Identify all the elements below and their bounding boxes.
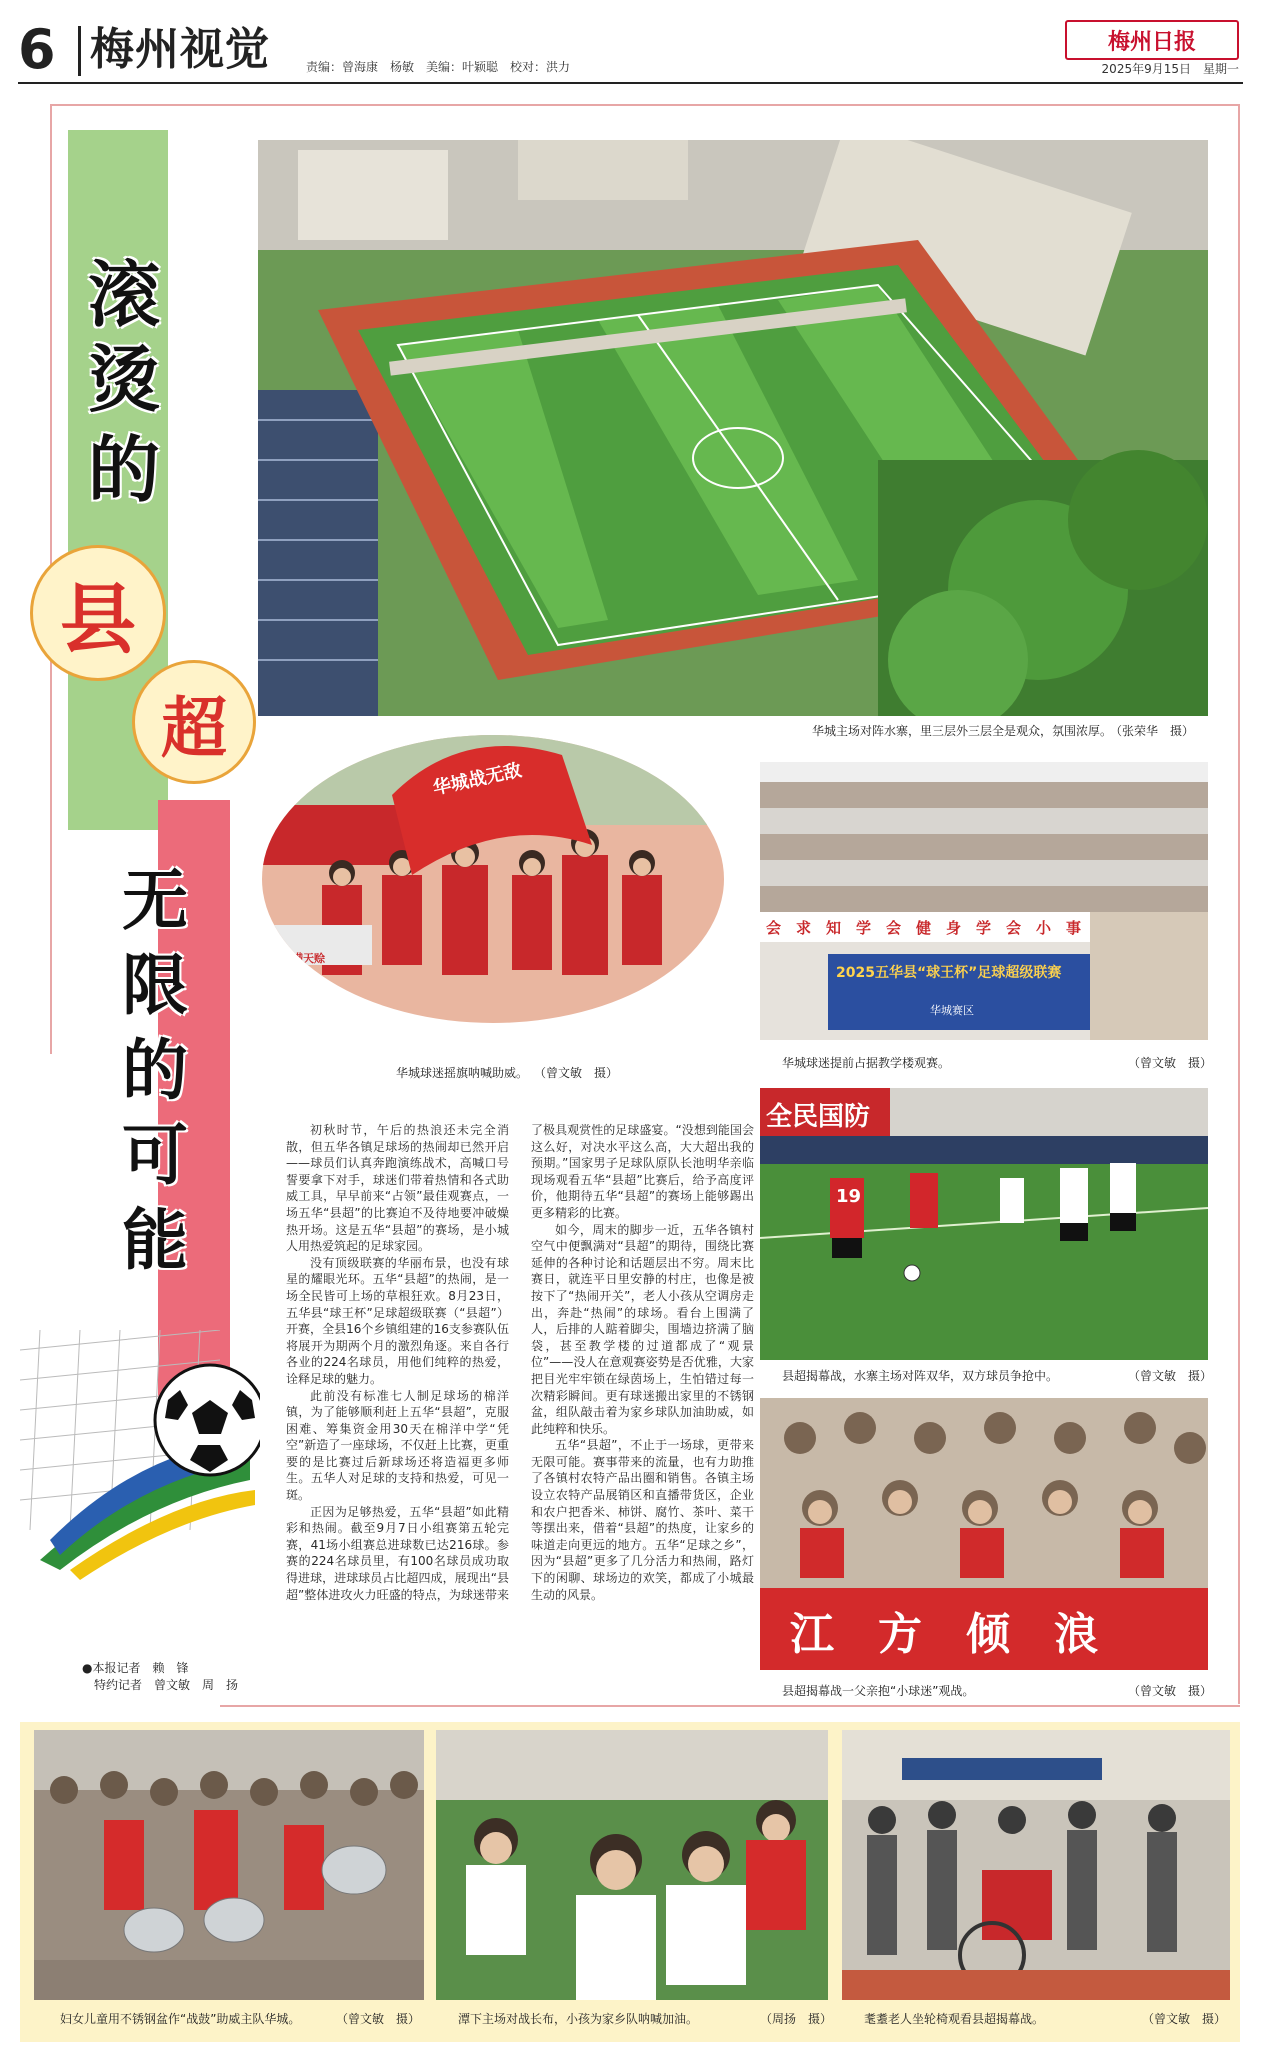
photo-flag-fans [262,735,724,1023]
article-paragraph: 此前没有标准七人制足球场的棉洋镇，为了能够顺利赶上五华“县超”，克服困难、筹集资金用30天在棉洋中学“凭空”新造了一座球场，不仅赶上比赛，更重要的是比赛过后新球场还将造福更多师生。五华人对足球的支持和热爱，可见一斑。 [286,1388,509,1503]
photo-caption: 潭下主场对战长布，小孩为家乡队呐喊加油。 [458,2012,699,2026]
page-number: 6 [18,18,56,81]
league-banner-sub: 华城赛区 [930,1004,974,1017]
title-char: 的 [122,1031,188,1109]
article-paragraph: 五华“县超”，不止于一场球，更带来无限可能。赛事带来的流量，也有力助推了各镇村农特产品出圈和销售。各镇主场设立农特产品展销区和直播带货区，企业和农户把香米、柿饼、腐竹、茶叶、菜干等摆出来，借着“县超”的热度，让家乡的味道走向更远的地方。五华“足球之乡”，因为“县超”更多了几分活力和热闹，路灯下的闲聊、球场边的欢笑，都成了小城最生动的风景。 [531,1438,754,1602]
photo-basin-drums [34,1730,424,2000]
title-circle-text: 超 [161,688,227,767]
photo-caption: 华城球迷提前占据教学楼观赛。 [782,1056,951,1070]
publication-date: 2025年9月15日 星期一 [1101,62,1239,76]
flag-text: 华城战无敌 [431,759,524,800]
photo-caption: 县超揭幕战，水寨主场对阵双华，双方球员争抢中。 [782,1369,1059,1383]
title-char: 无 [122,861,188,939]
photo-credit: （曾文敏 摄） [1128,1369,1213,1383]
crowd-banner: 江 方 倾 浪 [790,1609,1098,1660]
photo-credit: （曾文敏 摄） [1128,1684,1213,1698]
frame-line-right [1238,104,1240,1704]
article-paragraph: 正因为足够热爱，五华“县超”如此精彩和热闹。截至9月7日小组赛第五轮完赛，41场小组赛总进球数已达216球。参赛的224名球员里，有100名球员成功取得进球，进球球员占比超四成，展现出“县超”整体进攻火力旺盛的特点，为球迷带来了极具观赏性的足球盛宴。“没想到能国会这么好，对决水平这么高，大大超出我的预期。”国家男子足球队原队长池明华亲临现场观看五华“县超”比赛后，给予高度评价，他期待五华“县超”的赛场上能够踢出更多精彩的比赛。 [286,1123,754,1602]
article-paragraph: 如今，周末的脚步一近，五华各镇村空气中便飘满对“县超”的期待，围绕比赛延伸的各种讨论和话题层出不穷。周末比赛日，就连平日里安静的村庄，也像是被按下了“热闹开关”，老人小孩从空调房走出，奔赴“热闹”的球场。看台上围满了人，后排的人踮着脚尖，围墙边挤满了脑袋，甚至教学楼的过道都成了“观景位”——没人在意观赛姿势是否优雅，大家把目光牢牢锁在绿茵场上，生怕错过每一次精彩瞬间。更有球迷搬出家里的不锈钢盆，组队敲击着为家乡球队加油助威，如此纯粹和快乐。 [531,1222,754,1436]
photo-credit: （曾文敏 摄） [336,2012,421,2026]
photo-father-child [760,1398,1208,1670]
photo-credit: （曾文敏 摄） [1128,1056,1213,1070]
title-circle-xian [30,545,166,681]
jersey-number: 19 [836,1186,862,1207]
photo-caption: 妇女儿童用不锈钢盆作“战鼓”助威主队华城。 [60,2012,301,2026]
photo-caption: 华城主场对阵水寨，里三层外三层全是观众，氛围浓厚。 [812,724,1113,738]
logo-text: 梅州日报 [1107,28,1196,55]
title-char: 可 [122,1116,188,1194]
title-circle-chao [132,660,256,784]
league-banner: 2025五华县“球王杯”足球超级联赛 [836,965,1062,981]
byline-correspondents: 特约记者 曾文敏 周 扬 [94,1678,239,1692]
header-divider [78,26,81,76]
title-circle-text: 县 [60,574,136,664]
article-body [286,1122,754,1688]
photo-caption: 耄耋老人坐轮椅观看县超揭幕战。 [864,2012,1045,2026]
title-char: 的 [88,427,161,512]
photo-school-building [760,762,1208,1040]
photo-credit: （张荣华 摄） [1110,724,1195,738]
photo-match-action [760,1088,1208,1360]
title-char: 滚 [88,252,161,337]
editor-credits: 责编：曾海康 杨敏 美编：叶颖聪 校对：洪力 [306,60,571,74]
title-char: 限 [122,946,188,1024]
header-rule [18,82,1243,84]
photo-credit: （曾文敏 摄） [534,1066,619,1080]
article-paragraph: 初秋时节，午后的热浪还未完全消散，但五华各镇足球场的热闹却已然开启——球员们认真奔跑演练战术，高喊口号誓要拿下对手，球迷们带着热情和各式助威工具，早早前来“占领”最佳观赛点，一场五华“县超”的比赛迫不及待地要冲破燥热开场。这是五华“县超”的赛场，是小城人用热爱筑起的足球家园。 [286,1123,509,1254]
soccer-ball-illustration [20,1330,260,1580]
photo-caption: 县超揭幕战一父亲抱“小球迷”观战。 [782,1684,975,1698]
frame-line-top [50,104,1240,106]
photo-aerial-stadium [258,140,1208,716]
title-char: 能 [122,1201,188,1279]
photo-elderly-wheelchair [842,1730,1230,2000]
school-slogan: 会 求 知 学 会 健 身 学 会 小 事 [766,919,1082,937]
banner-text-left: 赤壶满天赊 [270,952,325,965]
field-banner: 全民国防 [766,1102,871,1132]
frame-line-bottom [220,1705,1240,1707]
photo-caption: 华城球迷摇旗呐喊助威。 [396,1066,529,1080]
photo-credit: （曾文敏 摄） [1142,2012,1227,2026]
photo-children-cheering [436,1730,828,2000]
newspaper-logo [1065,20,1239,60]
section-title: 梅州视觉 [90,24,270,75]
soccer-ball-icon [20,1330,260,1580]
title-char: 烫 [88,337,161,422]
byline [82,1660,238,1694]
byline-reporter: ●本报记者 赖 锋 [82,1661,189,1675]
photo-credit: （周扬 摄） [760,2012,833,2026]
article-paragraph: 没有顶级联赛的华丽布景，也没有球星的耀眼光环。五华“县超”的热闹，是一场全民皆可上场的草根狂欢。8月23日，五华县“球王杯”足球超级联赛（“县超”）开赛，全县16个乡镇组建的16支参赛队伍将展开为期两个月的激烈角逐。来自各行各业的224名球员，用他们纯粹的热爱，诠释足球的魅力。 [286,1255,509,1386]
